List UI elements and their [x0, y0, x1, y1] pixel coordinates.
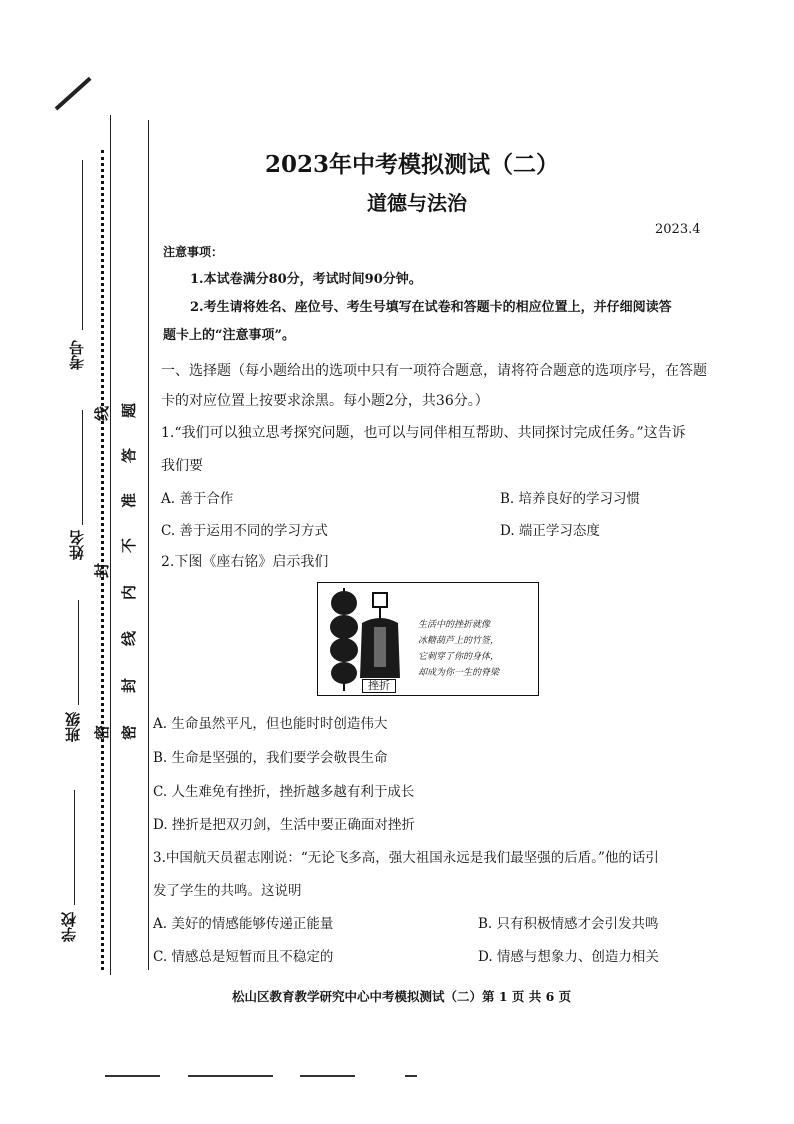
notice-heading: 注意事项： — [163, 245, 224, 259]
seal-char: 封 — [120, 677, 139, 694]
seal-char-outer: 密 — [93, 724, 112, 741]
name-label: 姓名 — [68, 530, 86, 560]
page-footer: 松山区教育教学研究中心中考模拟测试（二）第 1 页 共 6 页 — [232, 989, 572, 1004]
binding-solid-line — [110, 115, 111, 975]
notice-item-2-line-2: 题卡上的“注意事项”。 — [163, 328, 295, 343]
class-underline — [78, 600, 79, 705]
seal-char: 题 — [120, 402, 139, 419]
section-heading-line-2: 卡的对应位置上按要求涂黑。每小题2分，共36分。） — [161, 393, 489, 409]
exam-date: 2023.4 — [655, 222, 701, 237]
motto-caption: 挫折 — [362, 679, 396, 693]
question-1-option-c: C. 善于运用不同的学习方式 — [161, 523, 328, 539]
scan-artifact-line — [300, 1075, 355, 1077]
seal-char: 不 — [120, 537, 139, 554]
question-3-stem-line-2: 发了学生的共鸣。这说明 — [153, 883, 302, 899]
motto-text-line-4: 却成为你一生的脊梁 — [418, 668, 500, 678]
scan-artifact-line — [188, 1075, 273, 1077]
class-label: 班级 — [64, 712, 82, 742]
question-2-option-c: C. 人生难免有挫折，挫折越多越有利于成长 — [153, 784, 415, 800]
school-label: 学校 — [60, 912, 78, 942]
school-underline — [74, 790, 75, 905]
binding-inner-line — [148, 120, 149, 970]
question-2-stem: 2.下图《座右铭》启示我们 — [161, 554, 329, 570]
question-1-option-a: A. 善于合作 — [161, 491, 234, 507]
seal-char: 答 — [120, 447, 139, 464]
motto-text-line-1: 生活中的挫折就像 — [418, 620, 491, 630]
motto-illustration — [317, 582, 539, 696]
seal-char-outer: 封 — [93, 562, 112, 579]
seal-char: 线 — [120, 630, 139, 647]
motto-text-line-2: 冰糖葫芦上的竹签， — [418, 636, 500, 646]
seal-char: 内 — [120, 584, 139, 601]
scan-artifact-line — [105, 1075, 160, 1077]
exam-number-label: 考号 — [68, 340, 86, 370]
exam-title: 2023年中考模拟测试（二） — [264, 151, 559, 178]
question-3-option-d: D. 情感与想象力、创造力相关 — [478, 949, 659, 965]
subject-title: 道德与法治 — [367, 191, 467, 215]
question-3-option-c: C. 情感总是短暂而且不稳定的 — [153, 949, 334, 965]
seal-char: 准 — [120, 492, 139, 509]
notice-item-2-line-1: 2.考生请将姓名、座位号、考生号填写在试卷和答题卡的相应位置上，并仔细阅读答 — [190, 300, 672, 315]
question-2-option-a: A. 生命虽然平凡，但也能时时创造伟大 — [153, 716, 388, 732]
seal-char-outer: 线 — [93, 405, 112, 422]
exam-number-underline — [82, 160, 83, 330]
pen-stroke-mark — [55, 77, 92, 111]
name-underline — [82, 410, 83, 525]
scan-artifact-line — [405, 1075, 417, 1077]
question-1-stem-line-2: 我们要 — [161, 458, 203, 474]
seal-char: 密 — [120, 724, 139, 741]
question-1-option-b: B. 培养良好的学习习惯 — [500, 491, 641, 507]
notice-item-1: 1.本试卷满分80分，考试时间90分钟。 — [190, 272, 422, 287]
section-heading-line-1: 一、选择题（每小题给出的选项中只有一项符合题意，请将符合题意的选项序号，在答题 — [161, 363, 707, 379]
question-3-stem-line-1: 3.中国航天员翟志刚说：“无论飞多高，强大祖国永远是我们最坚强的后盾。”他的话引 — [153, 850, 659, 866]
question-3-option-a: A. 美好的情感能够传递正能量 — [153, 916, 334, 932]
question-1-stem-line-1: 1.“我们可以独立思考探究问题，也可以与同伴相互帮助、共同探讨完成任务。”这告诉 — [161, 425, 686, 441]
question-2-option-d: D. 挫折是把双刃剑，生活中要正确面对挫折 — [153, 817, 415, 833]
question-1-option-d: D. 端正学习态度 — [500, 523, 600, 539]
motto-text-line-3: 它刺穿了你的身体， — [418, 652, 500, 662]
question-3-option-b: B. 只有积极情感才会引发共鸣 — [478, 916, 659, 932]
binding-dotted-line — [101, 150, 104, 970]
question-2-option-b: B. 生命是坚强的，我们要学会敬畏生命 — [153, 750, 388, 766]
